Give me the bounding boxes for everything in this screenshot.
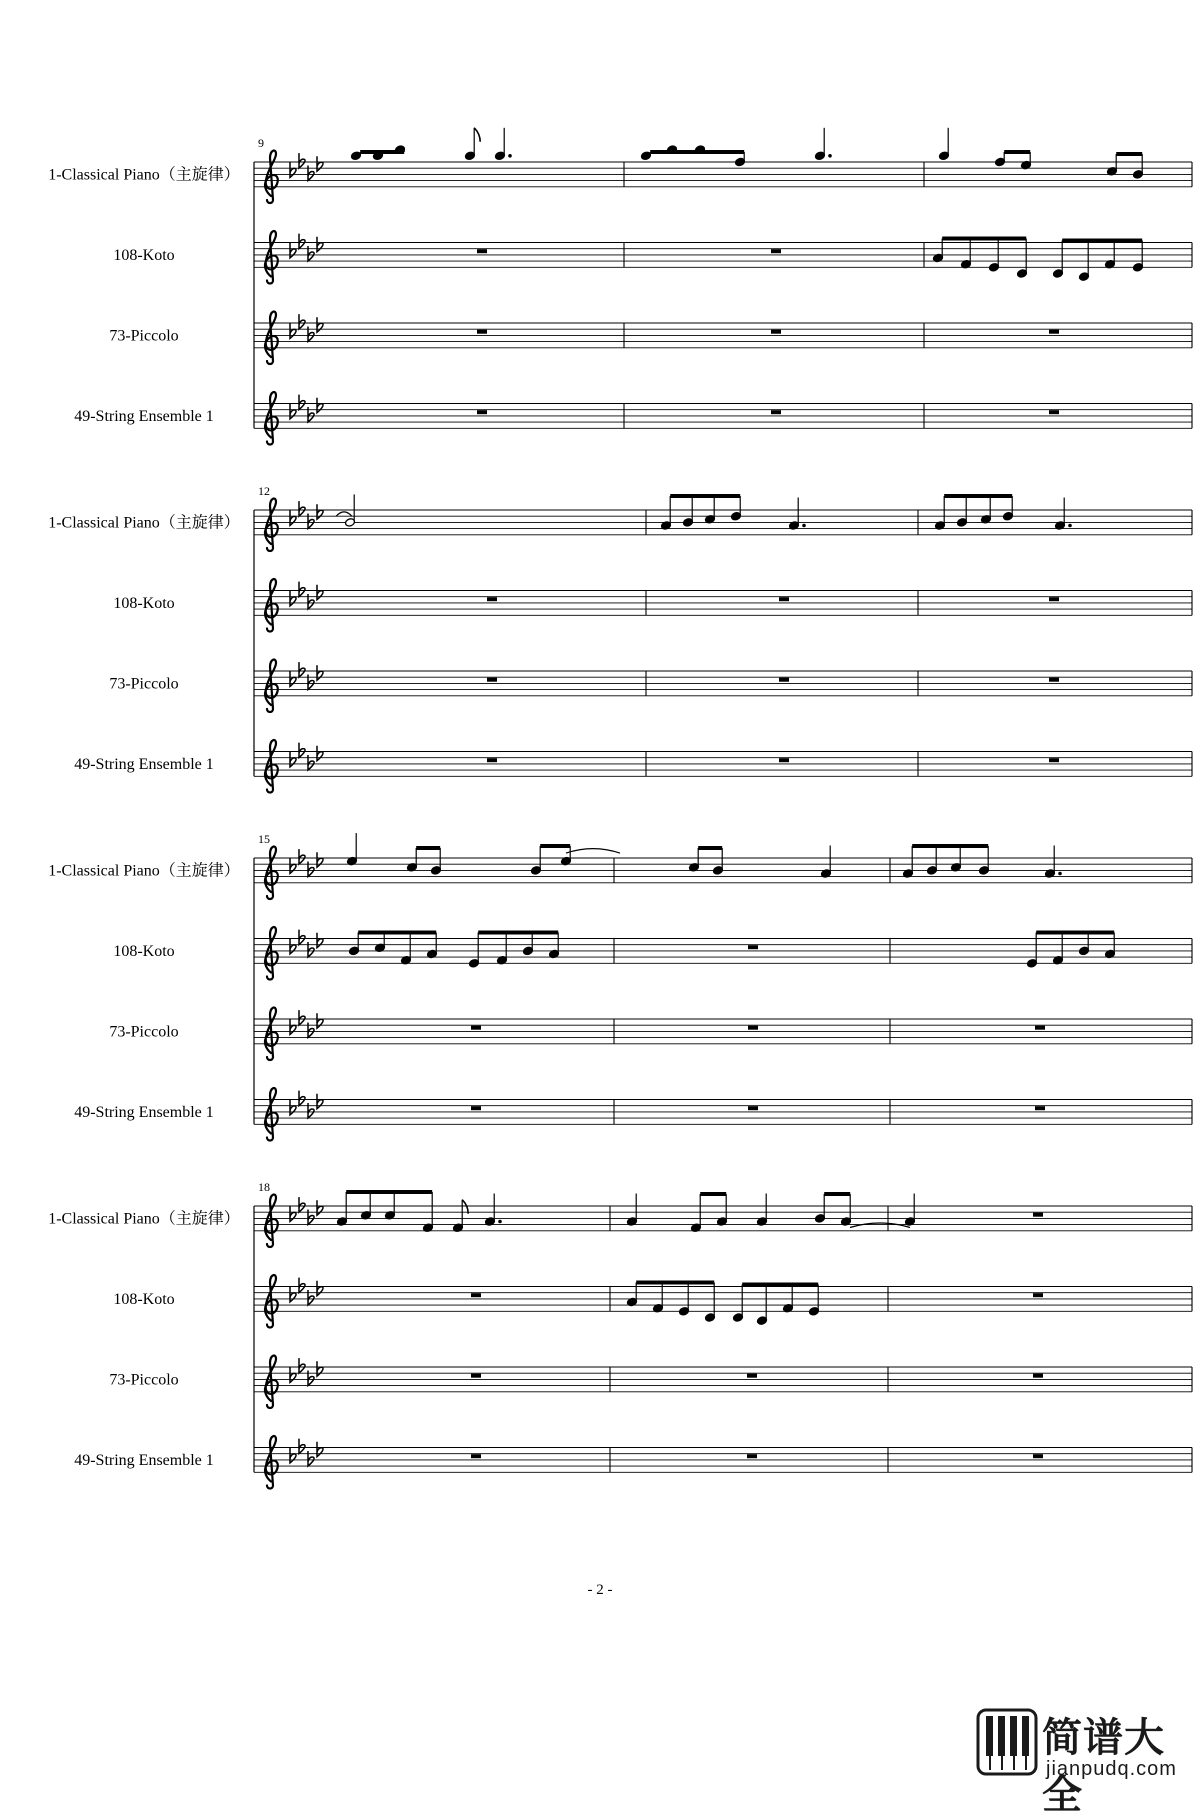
flat-icon — [317, 504, 323, 519]
instrument-label: 49-String Ensemble 1 — [74, 755, 214, 773]
note — [903, 846, 914, 878]
note — [469, 933, 480, 969]
note — [407, 848, 418, 872]
flat-icon — [299, 234, 305, 249]
beamed-group — [1107, 154, 1144, 179]
whole-rest — [487, 597, 497, 601]
note — [485, 1194, 502, 1227]
note — [717, 1194, 728, 1226]
instrument-label: 108-Koto — [113, 942, 175, 960]
note — [561, 846, 572, 866]
system — [48, 128, 1192, 445]
staff — [48, 128, 1192, 203]
note — [351, 151, 362, 161]
note — [641, 151, 652, 161]
whole-rest — [779, 678, 789, 682]
measure-number: 12 — [258, 484, 270, 498]
treble-clef-icon — [265, 1275, 278, 1327]
whole-rest — [771, 330, 781, 334]
instrument-label: 108-Koto — [113, 246, 175, 264]
flat-icon — [299, 1010, 305, 1025]
instrument-label: 1-Classical Piano（主旋律） — [48, 1210, 240, 1228]
augmentation-dot — [1068, 524, 1072, 528]
note — [465, 128, 481, 161]
note — [1053, 241, 1064, 279]
system — [48, 1180, 1192, 1489]
note — [653, 1283, 664, 1313]
whole-rest — [487, 758, 497, 762]
note — [349, 933, 360, 956]
treble-clef-icon — [265, 392, 278, 444]
beamed-group — [815, 1194, 852, 1226]
tie — [566, 849, 620, 854]
whole-rest — [747, 1374, 757, 1378]
note — [927, 846, 938, 875]
beamed-group — [469, 933, 560, 969]
note — [1003, 496, 1014, 521]
flat-icon — [290, 510, 296, 525]
flat-icon — [290, 858, 296, 873]
whole-rest — [471, 1106, 481, 1110]
flat-icon — [290, 752, 296, 767]
whole-rest — [748, 1026, 758, 1030]
flat-icon — [299, 1278, 305, 1293]
note — [815, 128, 832, 161]
instrument-label: 1-Classical Piano（主旋律） — [48, 862, 240, 880]
staff — [74, 1088, 1192, 1140]
treble-clef-icon — [265, 231, 278, 283]
whole-rest — [1033, 1293, 1043, 1297]
logo-text: 简谱大全 — [1042, 1715, 1165, 1818]
staff — [48, 494, 1192, 551]
note — [1021, 152, 1032, 170]
whole-rest — [771, 249, 781, 253]
note — [401, 933, 412, 965]
staff — [113, 1275, 1192, 1327]
staff — [74, 392, 1192, 444]
flat-icon — [299, 849, 305, 864]
whole-rest — [748, 945, 758, 949]
note — [1079, 933, 1090, 956]
augmentation-dot — [498, 1220, 502, 1224]
whole-rest — [471, 1454, 481, 1458]
flat-icon — [317, 585, 323, 600]
flat-icon — [290, 404, 296, 419]
beamed-group — [691, 1194, 728, 1232]
note — [935, 496, 946, 530]
flat-icon — [317, 746, 323, 761]
beamed-group — [903, 846, 990, 878]
treble-clef-icon — [265, 847, 278, 899]
flat-icon — [317, 156, 323, 171]
staff — [113, 231, 1192, 283]
site-logo[interactable] — [976, 1706, 1200, 1818]
note — [705, 1283, 716, 1323]
note — [549, 933, 560, 959]
staff — [109, 1356, 1192, 1408]
flat-icon — [299, 1358, 305, 1373]
note — [733, 1285, 744, 1323]
tie — [850, 1223, 910, 1228]
note — [497, 933, 508, 965]
staff — [74, 1436, 1192, 1488]
flat-icon — [290, 1100, 296, 1115]
flat-icon — [290, 1019, 296, 1034]
beamed-group — [351, 145, 406, 161]
whole-rest — [1035, 1106, 1045, 1110]
treble-clef-icon — [265, 579, 278, 631]
note — [661, 496, 672, 530]
flat-icon — [317, 852, 323, 867]
note — [531, 846, 542, 875]
whole-rest — [471, 1026, 481, 1030]
flat-icon — [299, 501, 305, 516]
flat-icon — [299, 662, 305, 677]
whole-rest — [779, 597, 789, 601]
treble-clef-icon — [265, 1436, 278, 1488]
whole-rest — [747, 1454, 757, 1458]
note — [431, 848, 442, 875]
whole-rest — [1049, 330, 1059, 334]
note — [957, 496, 968, 527]
flat-icon — [299, 1439, 305, 1454]
treble-clef-icon — [265, 151, 278, 203]
note — [375, 933, 386, 953]
note — [689, 848, 700, 872]
treble-clef-icon — [265, 1356, 278, 1408]
instrument-label: 49-String Ensemble 1 — [74, 407, 214, 425]
note — [809, 1285, 820, 1317]
flat-icon — [317, 1094, 323, 1109]
note-flag — [462, 1200, 468, 1214]
note — [1027, 933, 1038, 969]
note — [337, 1192, 348, 1226]
whole-rest — [487, 678, 497, 682]
whole-rest — [1049, 758, 1059, 762]
whole-rest — [1033, 1213, 1043, 1217]
flat-icon — [290, 671, 296, 686]
instrument-label: 73-Piccolo — [109, 675, 179, 693]
staff — [113, 927, 1192, 979]
beamed-group — [689, 848, 724, 875]
flat-icon — [290, 323, 296, 338]
note — [731, 496, 742, 521]
note — [789, 498, 806, 531]
augmentation-dot — [828, 154, 832, 158]
note — [1105, 933, 1116, 959]
note — [691, 1194, 702, 1232]
flat-icon — [299, 153, 305, 168]
system — [48, 484, 1192, 793]
note — [1045, 846, 1062, 879]
flat-icon — [290, 162, 296, 177]
flat-icon — [317, 1361, 323, 1376]
note — [523, 933, 534, 956]
note — [821, 846, 832, 879]
beamed-group — [641, 145, 746, 167]
flat-icon — [299, 1197, 305, 1212]
treble-clef-icon — [265, 1088, 278, 1140]
note — [995, 152, 1006, 167]
beamed-group — [935, 496, 1014, 530]
flat-icon — [299, 314, 305, 329]
note — [979, 846, 990, 875]
treble-clef-icon — [265, 312, 278, 364]
instrument-label: 1-Classical Piano（主旋律） — [48, 166, 240, 184]
whole-rest — [477, 330, 487, 334]
flat-icon — [290, 1206, 296, 1221]
beamed-group — [995, 152, 1032, 170]
whole-rest — [1033, 1454, 1043, 1458]
beamed-group — [349, 933, 438, 965]
note — [961, 239, 972, 269]
whole-rest — [771, 410, 781, 414]
whole-rest — [471, 1293, 481, 1297]
beamed-group — [933, 239, 1028, 279]
note — [427, 933, 438, 959]
note — [841, 1194, 852, 1226]
flat-icon — [317, 1013, 323, 1028]
note — [683, 496, 694, 527]
flat-icon — [317, 317, 323, 332]
whole-rest — [1033, 1374, 1043, 1378]
flat-icon — [317, 665, 323, 680]
instrument-label: 49-String Ensemble 1 — [74, 1451, 214, 1469]
treble-clef-icon — [265, 499, 278, 551]
logo-url: jianpudq.com — [1046, 1758, 1177, 1780]
note — [1107, 154, 1118, 176]
flat-icon — [290, 591, 296, 606]
beamed-group — [627, 1283, 716, 1323]
measure-number: 18 — [258, 1180, 270, 1194]
note — [735, 152, 746, 167]
treble-clef-icon — [265, 1195, 278, 1247]
measure-number: 15 — [258, 832, 270, 846]
staff — [113, 579, 1192, 631]
instrument-label: 73-Piccolo — [109, 1023, 179, 1041]
flat-icon — [290, 243, 296, 258]
whole-rest — [477, 410, 487, 414]
note — [627, 1194, 638, 1227]
note — [1133, 154, 1144, 179]
flat-icon — [299, 582, 305, 597]
whole-rest — [1049, 678, 1059, 682]
treble-clef-icon — [265, 927, 278, 979]
instrument-label: 108-Koto — [113, 1290, 175, 1308]
flat-icon — [317, 1442, 323, 1457]
flat-icon — [290, 939, 296, 954]
instrument-label: 108-Koto — [113, 594, 175, 612]
whole-rest — [1049, 410, 1059, 414]
flat-icon — [317, 933, 323, 948]
note — [1133, 241, 1144, 273]
note — [1017, 239, 1028, 279]
augmentation-dot — [1058, 872, 1062, 876]
flat-icon — [290, 1287, 296, 1302]
note — [1053, 933, 1064, 965]
note — [815, 1194, 826, 1223]
note — [345, 494, 356, 527]
note — [495, 128, 512, 161]
staff — [48, 1192, 1192, 1247]
whole-rest — [1049, 597, 1059, 601]
note — [347, 833, 358, 866]
whole-rest — [748, 1106, 758, 1110]
page-number: - 2 - — [587, 1582, 613, 1598]
note — [713, 848, 724, 875]
staff — [74, 740, 1192, 792]
note — [905, 1194, 916, 1227]
instrument-label: 73-Piccolo — [109, 1371, 179, 1389]
note — [453, 1200, 469, 1233]
whole-rest — [471, 1374, 481, 1378]
staff — [109, 1008, 1192, 1060]
flat-icon — [317, 398, 323, 413]
note — [1055, 498, 1072, 531]
beamed-group — [1027, 933, 1116, 969]
instrument-label: 1-Classical Piano（主旋律） — [48, 514, 240, 532]
beamed-group — [661, 496, 742, 530]
note — [951, 846, 962, 872]
staff — [109, 312, 1192, 364]
augmentation-dot — [802, 524, 806, 528]
augmentation-dot — [508, 154, 512, 158]
flat-icon — [299, 930, 305, 945]
treble-clef-icon — [265, 1008, 278, 1060]
note — [939, 128, 950, 161]
flat-icon — [299, 395, 305, 410]
flat-icon — [317, 1281, 323, 1296]
flat-icon — [290, 1448, 296, 1463]
instrument-label: 73-Piccolo — [109, 327, 179, 345]
flat-icon — [299, 743, 305, 758]
treble-clef-icon — [265, 660, 278, 712]
measure-number: 9 — [258, 136, 264, 150]
flat-icon — [290, 1367, 296, 1382]
system — [48, 832, 1192, 1141]
beamed-group — [407, 848, 442, 875]
whole-rest — [1035, 1026, 1045, 1030]
staff — [48, 833, 1192, 899]
tie — [336, 512, 352, 517]
flat-icon — [299, 1091, 305, 1106]
instrument-label: 49-String Ensemble 1 — [74, 1103, 214, 1121]
whole-rest — [779, 758, 789, 762]
treble-clef-icon — [265, 740, 278, 792]
note — [757, 1194, 768, 1227]
flat-icon — [317, 237, 323, 252]
flat-icon — [317, 1200, 323, 1215]
note-flag — [474, 128, 480, 142]
staff — [109, 660, 1192, 712]
whole-rest — [477, 249, 487, 253]
piano-keys-icon — [976, 1706, 1038, 1778]
